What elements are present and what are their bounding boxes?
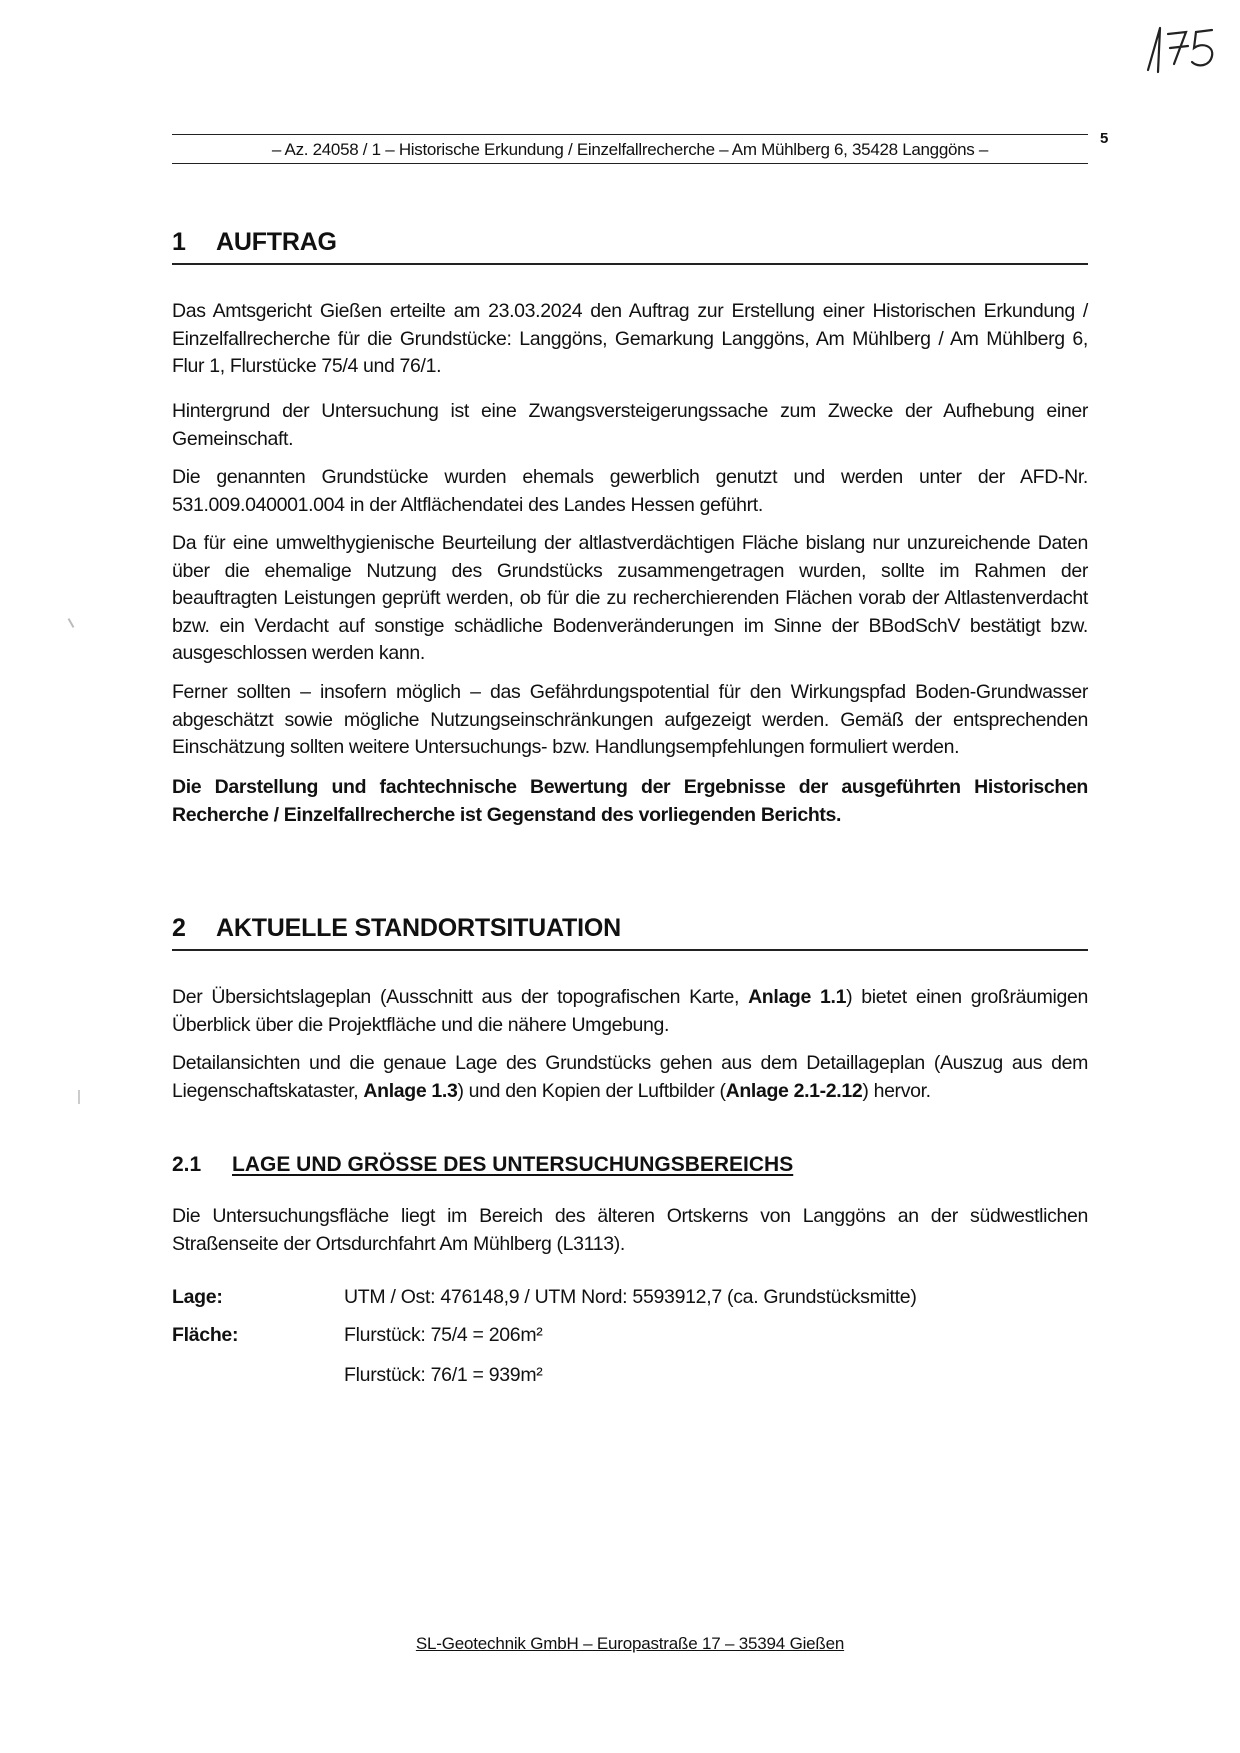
section-title: AKTUELLE STANDORTSITUATION	[216, 914, 621, 942]
paragraph-auftrag-summary: Die Darstellung und fachtechnische Bewertung der Ergebnisse der ausgeführten Historischen Recherche / Einzelfallrecherche ist Gegenstand des vorliegenden Berichts.	[172, 776, 1088, 826]
flaeche-row	[172, 1322, 1088, 1352]
paragraph-auftrag-3: Die genannten Grundstücke wurden ehemals gewerblich genutzt und werden unter der AFD-Nr. 531.009.040001.004 in der Altflächendatei des Landes Hessen geführt.	[172, 466, 1088, 516]
header-rule-bottom	[172, 163, 1088, 164]
text-run: ) bietet einen großräumigen Überblick über die Projektfläche und die nähere Umgebung.	[172, 986, 1088, 1036]
anlage-reference: Anlage 1.3	[363, 1079, 458, 1102]
paragraph-auftrag-5: Ferner sollten – insofern möglich – das Gefährdungspotential für den Wirkungspfad Boden-Grundwasser abgeschätzt sowie mögliche Nutzungseinschränkungen aufgezeigt werden. Gemäß der entsprechenden Einschätzung sollten weitere Untersuchungs- bzw. Handlungsempfehlungen formuliert werden.	[172, 681, 1088, 758]
flaeche-row-2	[172, 1362, 1088, 1392]
header-rule-top	[172, 134, 1088, 135]
running-header: – Az. 24058 / 1 – Historische Erkundung / Einzelfallrecherche – Am Mühlberg 6, 35428 Langgöns –	[271, 140, 989, 159]
paragraph-auftrag-1: Das Amtsgericht Gießen erteilte am 23.03.2024 den Auftrag zur Erstellung einer Historischen Erkundung / Einzelfallrecherche für die Grundstücke: Langgöns, Gemarkung Langgöns, Am Mühlberg / Am Mühlberg 6, Flur 1, Flurstücke 75/4 und 76/1.	[172, 300, 1088, 377]
section-heading-standortsituation	[172, 914, 1088, 951]
text-run: Detailansichten und die genaue Lage des Grundstücks gehen aus dem Detaillageplan (Auszug aus dem Liegenschaftskataster,	[172, 1052, 1088, 1102]
lage-row	[172, 1284, 1088, 1314]
anlage-reference: Anlage 1.1	[748, 986, 847, 1008]
lage-label: Lage:	[172, 1286, 223, 1308]
subsection-heading-lage	[172, 1153, 1088, 1177]
anlage-reference: Anlage 2.1-2.12	[725, 1079, 863, 1102]
lage-value: UTM / Ost: 476148,9 / UTM Nord: 5593912,7 (ca. Grundstücksmitte)	[344, 1286, 917, 1308]
paragraph-auftrag-4: Da für eine umwelthygienische Beurteilung der altlastverdächtigen Fläche bislang nur unzureichende Daten über die ehemalige Nutzung des Grundstücks zusammengetragen wurden, sollte im Rahmen der beauftragten Leistungen geprüft werden, ob für die zu recherchierenden Flächen vorab der Altlastenverdacht bzw. ein Verdacht auf sonstige schädliche Bodenveränderungen im Sinne der BBodSchV bestätigt bzw. ausgeschlossen werden kann.	[172, 532, 1088, 664]
section-number: 2	[172, 914, 186, 942]
scan-speck	[68, 618, 75, 628]
paragraph-standort-2	[172, 1050, 1088, 1105]
scan-speck	[78, 1090, 80, 1104]
section-number: 1	[172, 228, 186, 256]
text-run: Der Übersichtslageplan (Ausschnitt aus der topografischen Karte,	[172, 986, 749, 1008]
paragraph-standort-1	[172, 984, 1088, 1039]
text-run: ) hervor.	[862, 1079, 931, 1102]
paragraph-auftrag-2: Hintergrund der Untersuchung ist eine Zwangsversteigerungssache zum Zwecke der Aufhebung einer Gemeinschaft.	[172, 400, 1088, 450]
page-number: 5	[1100, 130, 1109, 147]
subsection-number: 2.1	[172, 1153, 202, 1176]
subsection-title: LAGE UND GRÖSSE DES UNTERSUCHUNGSBEREICHS	[232, 1153, 794, 1176]
flaeche-label: Fläche:	[172, 1324, 239, 1346]
flaeche-value-1: Flurstück: 75/4 = 206m²	[344, 1324, 543, 1346]
handwritten-page-mark	[1138, 20, 1218, 80]
section-heading-auftrag	[172, 228, 1088, 265]
text-run: ) und den Kopien der Luftbilder (	[457, 1079, 726, 1102]
flaeche-value-2: Flurstück: 76/1 = 939m²	[344, 1364, 543, 1386]
page-footer: SL-Geotechnik GmbH – Europastraße 17 – 35394 Gießen	[415, 1634, 845, 1653]
paragraph-lage: Die Untersuchungsfläche liegt im Bereich des älteren Ortskerns von Langgöns an der südwestlichen Straßenseite der Ortsdurchfahrt Am Mühlberg (L3113).	[172, 1205, 1088, 1255]
section-title: AUFTRAG	[216, 228, 337, 256]
